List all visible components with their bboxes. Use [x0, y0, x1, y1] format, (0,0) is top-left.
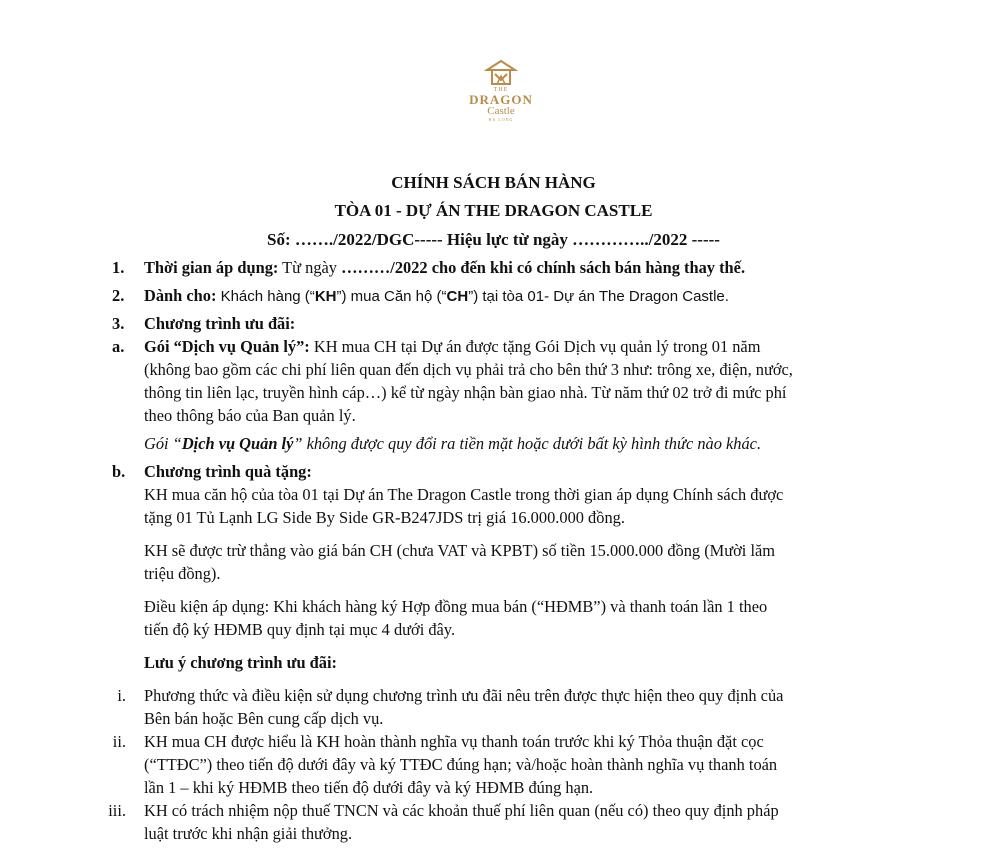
logo-sub: HẠ LONG: [488, 117, 514, 122]
section-2-text3: ”) tại tòa 01- Dự án The Dragon Castle.: [468, 288, 729, 305]
subsection-a-line3: thông tin liên lạc, truyền hình cáp…) kể từ ngày nhận bàn giao nhà. Từ năm thứ 02 trở đi mức phí: [144, 383, 787, 402]
note-i-line2: Bên bán hoặc Bên cung cấp dịch vụ.: [144, 709, 384, 728]
note-ii-line1: KH mua CH được hiểu là KH hoàn thành nghĩa vụ thanh toán trước khi ký Thỏa thuận đặt cọc: [144, 732, 764, 751]
section-1-label: Thời gian áp dụng:: [144, 258, 279, 277]
subsection-b-p3-line2: tiến độ ký HĐMB quy định tại mục 4 dưới đây.: [144, 620, 456, 639]
subsection-b-p3-line1: Điều kiện áp dụng: Khi khách hàng ký Hợp đồng mua bán (“HĐMB”) và thanh toán lần 1 theo: [144, 597, 768, 616]
section-3-number: 3.: [112, 314, 125, 333]
section-2-kh: KH: [314, 288, 337, 305]
subsection-b-p1-line1: KH mua căn hộ của tòa 01 tại Dự án The Dragon Castle trong thời gian áp dụng Chính sách được: [144, 485, 784, 504]
note-iii-line2: luật trước khi nhận giải thưởng.: [144, 824, 353, 843]
subsection-b-p2-line1: KH sẽ được trừ thẳng vào giá bán CH (chưa VAT và KPBT) số tiền 15.000.000 đồng (Mười lăm: [144, 541, 776, 560]
section-2-text1: Khách hàng (“: [216, 288, 315, 305]
subsection-b-number: b.: [112, 462, 126, 481]
document-number-line: Số: ……./2022/DGC----- Hiệu lực từ ngày …………../2022 -----: [267, 230, 720, 249]
section-2: [144, 285, 729, 308]
subsection-a-line4: theo thông báo của Ban quản lý.: [144, 406, 356, 425]
section-3-label: Chương trình ưu đãi:: [144, 314, 296, 333]
subsection-b-p2-line2: triệu đồng).: [144, 564, 221, 583]
note-iii-line1: KH có trách nhiệm nộp thuế TNCN và các khoản thuế phí liên quan (nếu có) theo quy định pháp: [144, 801, 779, 820]
note-iii-number: iii.: [108, 801, 126, 820]
document-subtitle: TÒA 01 - DỰ ÁN THE DRAGON CASTLE: [334, 201, 653, 220]
section-2-number: 2.: [112, 286, 125, 305]
section-1: [144, 257, 745, 279]
dragon-castle-logo: [452, 58, 550, 128]
notes-heading: Lưu ý chương trình ưu đãi:: [144, 653, 337, 672]
subsection-b-label: Chương trình quà tặng:: [144, 462, 312, 481]
subsection-a-note-bold: Dịch vụ Quản lý: [181, 434, 294, 453]
note-i-number: i.: [117, 686, 126, 705]
note-ii-line2: (“TTĐC”) theo tiến độ dưới đây và ký TTĐC đúng hạn; và/hoặc hoàn thành nghĩa vụ thanh toán: [144, 755, 778, 774]
subsection-a-line2: (không bao gồm các chi phí liên quan đến dịch vụ phải trả cho bên thứ 3 như: trông xe, điện, nước,: [144, 360, 793, 379]
note-ii-line3: lần 1 – khi ký HĐMB theo tiến độ dưới đây và ký HĐMB đúng hạn.: [144, 778, 594, 797]
subsection-a-note: [144, 433, 761, 455]
subsection-a-note-post: ” không được quy đổi ra tiền mặt hoặc dưới bất kỳ hình thức nào khác.: [293, 434, 762, 453]
section-2-label: Dành cho:: [144, 286, 217, 305]
note-i-line1: Phương thức và điều kiện sử dụng chương trình ưu đãi nêu trên được thực hiện theo quy định của: [144, 686, 784, 705]
logo-the: THE: [493, 87, 509, 93]
note-ii-number: ii.: [112, 732, 126, 751]
castle-crest-icon: [481, 58, 521, 88]
subsection-a-text: KH mua CH tại Dự án được tặng Gói Dịch vụ quản lý trong 01 năm: [309, 337, 761, 356]
section-1-number: 1.: [112, 258, 125, 277]
logo-castle: Castle: [487, 105, 515, 117]
section-2-ch: CH: [446, 288, 469, 305]
subsection-a-note-pre: Gói “: [144, 434, 182, 453]
document-title: CHÍNH SÁCH BÁN HÀNG: [391, 173, 596, 192]
section-1-text: Từ ngày: [278, 258, 342, 277]
section-2-text2: ”) mua Căn hộ (“: [336, 288, 447, 305]
section-1-date: ………/2022 cho đến khi có chính sách bán hàng thay thế.: [341, 258, 746, 277]
logo-dragon: DRAGON: [469, 92, 533, 107]
subsection-b-p1-line2: tặng 01 Tủ Lạnh LG Side By Side GR-B247JDS trị giá 16.000.000 đồng.: [144, 508, 625, 527]
subsection-a-line1: [144, 336, 760, 358]
subsection-a-label: Gói “Dịch vụ Quản lý”:: [144, 337, 310, 356]
subsection-a-number: a.: [112, 337, 125, 356]
